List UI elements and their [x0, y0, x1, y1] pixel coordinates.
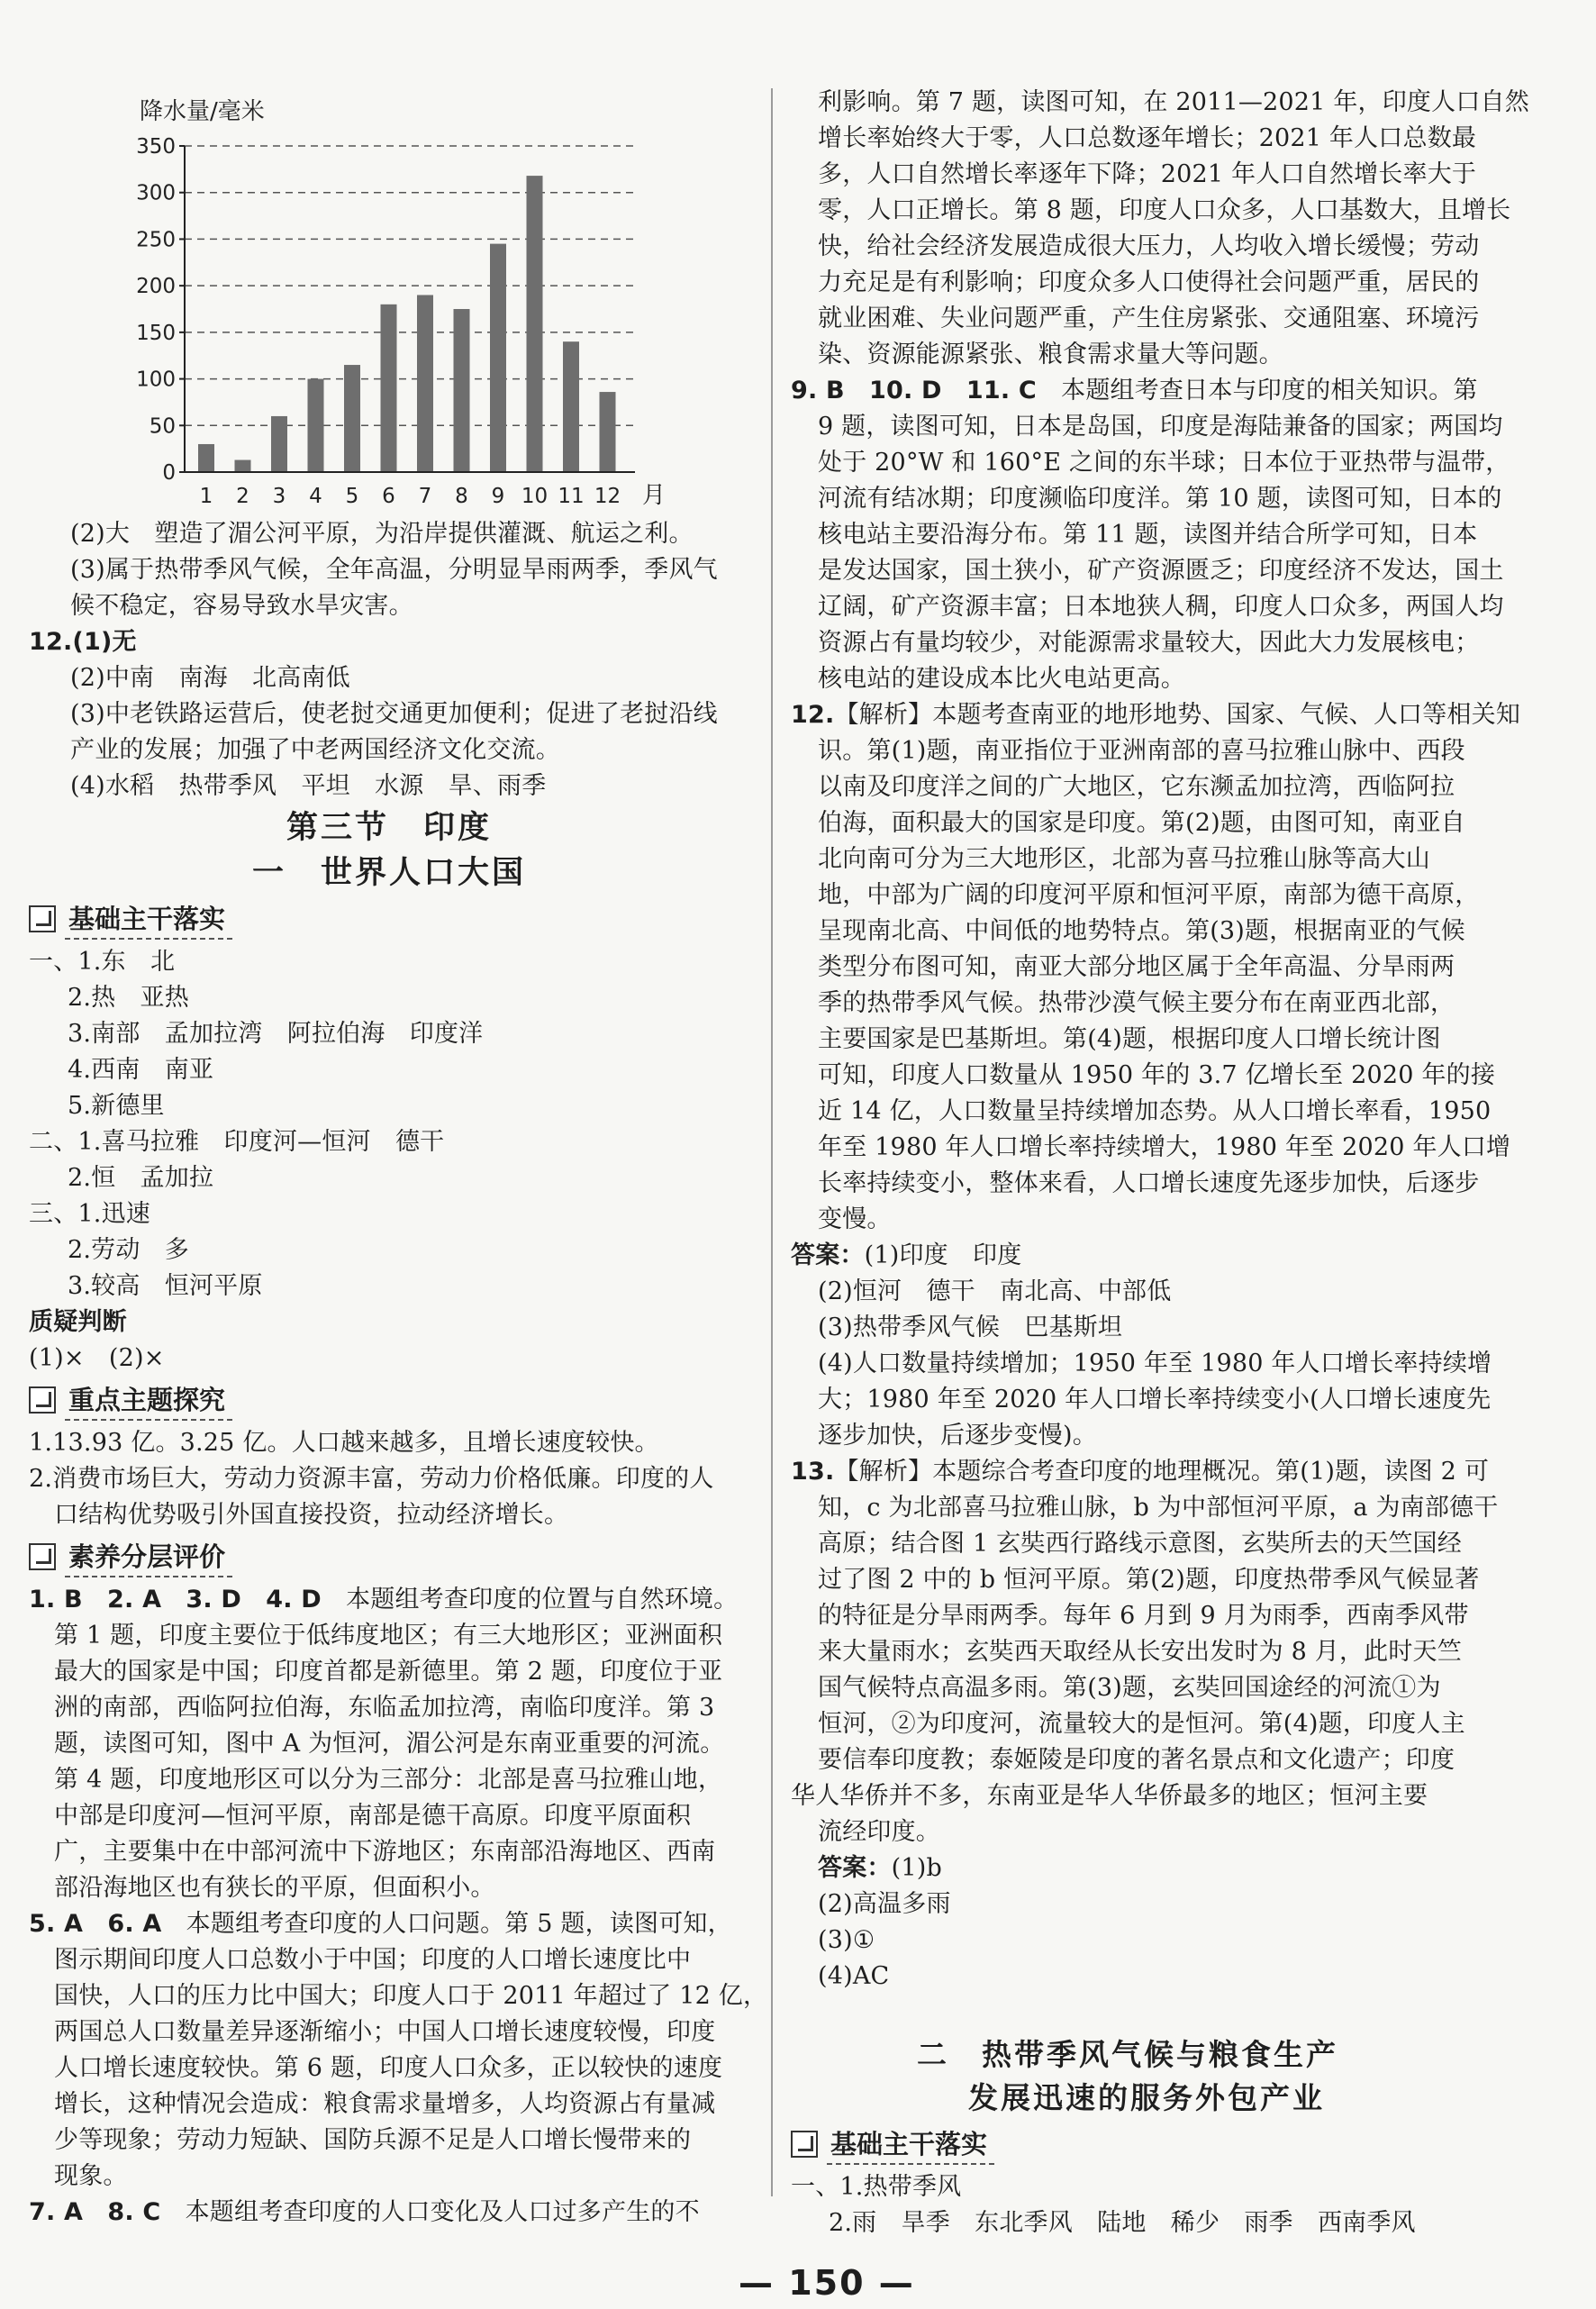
right-line: 逐步加快，后逐步变慢)。: [818, 1422, 1097, 1450]
right-line: 年至 1980 年人口增长率持续增大，1980 年至 2020 年人口增: [818, 1133, 1511, 1161]
right-block-title: 基础主干落实: [827, 2124, 994, 2165]
block1-line-1: 2.热 亚热: [68, 984, 189, 1012]
page-number: — 150 —: [739, 2263, 915, 2303]
right-line: 9. B 10. D 11. C 本题组考查日本与印度的相关知识。第: [791, 377, 1478, 405]
block3-line: 少等现象；劳动力短缺、国防兵源不足是人口增长慢带来的: [54, 2126, 692, 2154]
bar-month-3: [271, 416, 287, 472]
arrow-icon: [29, 1386, 56, 1414]
right-line: (2)恒河 德干 南北高、中部低: [818, 1277, 1172, 1305]
right-line: 流经印度。: [818, 1818, 940, 1846]
left-line-2: 候不稳定，容易导致水旱灾害。: [70, 592, 413, 620]
right-line: 呈现南北高、中间低的地势特点。第(3)题，根据南亚的气候: [818, 917, 1465, 945]
right-line: 快，给社会经济发展造成很大压力，人均收入增长缓慢；劳动: [818, 232, 1480, 260]
block1-line-6: 2.恒 孟加拉: [68, 1164, 214, 1192]
right-line: 核电站的建设成本比火电站更高。: [818, 665, 1185, 693]
block2-line-0: 1.13.93 亿。3.25 亿。人口越来越多，且增长速度较快。: [29, 1429, 659, 1457]
block1-line-0: 一、1.东 北: [29, 948, 176, 976]
x-tick-label: 10: [521, 485, 549, 508]
block3-line: 洲的南部，西临阿拉伯海，东临孟加拉湾，南临印度洋。第 3: [54, 1694, 715, 1722]
left-line-6: 产业的发展；加强了中老两国经济文化交流。: [70, 736, 560, 764]
block3-line: 广，主要集中在中部河流中下游地区；东南部沿海地区、西南: [54, 1838, 716, 1866]
right-line: 恒河，②为印度河，流量较大的是恒河。第(4)题，印度人主: [818, 1710, 1465, 1738]
right-line: 来大量雨水；玄奘西天取经从长安出发时为 8 月，此时天竺: [818, 1638, 1462, 1666]
block2-line-2: 口结构优势吸引外国直接投资，拉动经济增长。: [54, 1501, 569, 1529]
right-line: 的特征是分旱雨两季。每年 6 月到 9 月为雨季，西南季风带: [818, 1602, 1469, 1630]
y-tick-label: 300: [136, 181, 176, 205]
right-line: (2)高温多雨: [818, 1890, 951, 1918]
right-line: 知，c 为北部喜马拉雅山脉，b 为中部恒河平原，a 为南部德干: [818, 1494, 1499, 1522]
left-line-4: (2)中南 南海 北高南低: [70, 664, 350, 692]
left-line-7: (4)水稻 热带季风 平坦 水源 旱、雨季: [70, 772, 547, 800]
block3-line: 第 1 题，印度主要位于低纬度地区；有三大地形区；亚洲面积: [54, 1622, 723, 1650]
right-line: 多，人口自然增长率逐年下降；2021 年人口自然增长率大于: [818, 160, 1477, 188]
y-tick-label: 250: [136, 228, 176, 252]
block3-line: 7. A 8. C 本题组考查印度的人口变化及人口过多产生的不: [29, 2198, 700, 2226]
right-line: 12.【解析】本题考查南亚的地形地势、国家、气候、人口等相关知: [791, 701, 1521, 729]
right-line: 13.【解析】本题综合考查印度的地理概况。第(1)题，读图 2 可: [791, 1458, 1490, 1486]
chart-yticks: [136, 135, 185, 485]
x-tick-label: 8: [455, 485, 468, 508]
right-line: 季的热带季风气候。热带沙漠气候主要分布在南亚西北部，: [818, 989, 1455, 1017]
block3-line: 图示期间印度人口总数小于中国；印度的人口增长速度比中: [54, 1946, 692, 1974]
x-tick-label: 11: [558, 485, 585, 508]
right-line: 大；1980 年至 2020 年人口增长率持续变小(人口增长速度先: [818, 1386, 1492, 1414]
bar-month-7: [417, 295, 433, 472]
right-line: 华人华侨并不多，东南亚是华人华侨最多的地区；恒河主要: [791, 1782, 1428, 1810]
arrow-icon: [791, 2131, 818, 2158]
block1-line-2: 3.南部 孟加拉湾 阿拉伯海 印度洋: [68, 1020, 484, 1048]
chart-bars: [198, 176, 616, 472]
block1-line-7: 三、1.迅速: [29, 1200, 150, 1228]
right-line: 伯海，面积最大的国家是印度。第(2)题，由图可知，南亚自: [818, 809, 1465, 837]
right-line: 9 题，读图可知，日本是岛国，印度是海陆兼备的国家；两国均: [818, 413, 1503, 441]
right-line: (4)人口数量持续增加；1950 年至 1980 年人口增长率持续增: [818, 1350, 1492, 1377]
y-tick-label: 50: [149, 414, 176, 439]
block3-line: 5. A 6. A 本题组考查印度的人口问题。第 5 题，读图可知，: [29, 1910, 732, 1938]
block2-header: [29, 1382, 232, 1418]
x-tick-label: 12: [594, 485, 621, 508]
right-line: 就业困难、失业问题严重，产生住房紧张、交通阻塞、环境污: [818, 305, 1480, 332]
left-line-0: (2)大 塑造了湄公河平原，为沿岸提供灌溉、航运之利。: [70, 520, 694, 548]
right-line: 可知，印度人口数量从 1950 年的 3.7 亿增长至 2020 年的接: [818, 1061, 1496, 1089]
block3-line: 中部是印度河—恒河平原，南部是德干高原。印度平原面积: [54, 1802, 692, 1830]
x-tick-label: 7: [418, 485, 432, 508]
right-line: 是发达国家，国土狭小，矿产资源匮乏；印度经济不发达，国土: [818, 557, 1504, 585]
x-tick-label: 1: [199, 485, 213, 508]
right-line: (4)AC: [818, 1962, 890, 1990]
x-tick-label: 2: [236, 485, 249, 508]
right-line: 识。第(1)题，南亚指位于亚洲南部的喜马拉雅山脉中、西段: [818, 737, 1465, 765]
block3-header: [29, 1539, 232, 1575]
left-line-5: (3)中老铁路运营后，使老挝交通更加便利；促进了老挝沿线: [70, 700, 718, 728]
right-line: 力充足是有利影响；印度众多人口使得社会问题严重，居民的: [818, 268, 1480, 296]
block3-line: 1. B 2. A 3. D 4. D 本题组考查印度的位置与自然环境。: [29, 1586, 739, 1614]
right-line: 答案：(1)b: [818, 1854, 942, 1882]
bar-month-2: [235, 460, 251, 472]
right-line: 长率持续变小，整体来看，人口增长速度先逐步加快，后逐步: [818, 1169, 1480, 1197]
right-line: 资源占有量均较少，对能源需求量较大，因此大力发展核电；: [818, 629, 1480, 657]
bar-month-5: [344, 365, 360, 472]
block3-line: 人口增长速度较快。第 6 题，印度人口众多，正以较快的速度: [54, 2054, 723, 2082]
arrow-icon: [29, 1543, 56, 1570]
chart-ylabel: 降水量/毫米: [140, 98, 265, 125]
block3-title: 素养分层评价: [65, 1537, 232, 1577]
right-line: 以南及印度洋之间的广大地区，它东濒孟加拉湾，西临阿拉: [818, 773, 1455, 801]
arrow-icon: [29, 905, 56, 932]
y-tick-label: 0: [162, 461, 176, 485]
x-tick-label: 6: [382, 485, 395, 508]
right-line: 零，人口正增长。第 8 题，印度人口众多，人口基数大，且增长: [818, 196, 1511, 224]
judge-line: (1)× (2)×: [29, 1344, 165, 1372]
y-tick-label: 100: [136, 368, 176, 392]
block3-line: 国快，人口的压力比中国大；印度人口于 2011 年超过了 12 亿，: [54, 1982, 768, 2010]
right-line: 增长率始终大于零，人口总数逐年增长；2021 年人口总数最: [818, 124, 1477, 152]
x-tick-label: 5: [345, 485, 359, 508]
x-tick-label: 3: [272, 485, 286, 508]
bar-month-4: [308, 379, 324, 472]
right-line: 主要国家是巴基斯坦。第(4)题，根据印度人口增长统计图: [818, 1025, 1441, 1053]
column-divider: [771, 88, 773, 2196]
right-block-line-0: 一、1.热带季风: [791, 2173, 962, 2201]
right-line: (3)①: [818, 1926, 875, 1954]
x-tick-label: 9: [491, 485, 505, 508]
block3-line: 最大的国家是中国；印度首都是新德里。第 2 题，印度位于亚: [54, 1658, 723, 1686]
block3-line: 部沿海地区也有狭长的平原，但面积小。: [54, 1874, 495, 1902]
right-line: 近 14 亿，人口数量呈持续增加态势。从人口增长率看，1950: [818, 1097, 1492, 1125]
bar-month-10: [527, 176, 543, 472]
y-tick-label: 150: [136, 321, 176, 345]
subsection-title-2a: 二 热带季风气候与粮食生产: [917, 2037, 1338, 2072]
x-tick-label: 4: [309, 485, 322, 508]
block3-line: 两国总人口数量差异逐渐缩小；中国人口增长速度较慢，印度: [54, 2018, 716, 2046]
subsection-title: 一 世界人口大国: [252, 855, 527, 891]
right-line: 处于 20°W 和 160°E 之间的东半球；日本位于亚热带与温带，: [818, 449, 1510, 477]
right-line: 辽阔，矿产资源丰富；日本地狭人稠，印度人口众多，两国人均: [818, 593, 1504, 621]
block3-line: 现象。: [54, 2162, 128, 2190]
block2-title: 重点主题探究: [65, 1380, 232, 1421]
y-tick-label: 200: [136, 275, 176, 299]
left-line-1: (3)属于热带季风气候，全年高温，分明显旱雨两季，季风气: [70, 556, 718, 584]
right-line: 利影响。第 7 题，读图可知，在 2011—2021 年，印度人口自然: [818, 88, 1529, 116]
subsection-title-2b: 发展迅速的服务外包产业: [968, 2080, 1325, 2115]
bar-month-8: [454, 309, 470, 472]
bar-month-6: [381, 305, 397, 472]
right-line: 染、资源能源紧张、粮食需求量大等问题。: [818, 341, 1283, 368]
block1-line-9: 3.较高 恒河平原: [68, 1272, 263, 1300]
judge-title: 质疑判断: [29, 1308, 127, 1336]
right-line: 变慢。: [818, 1205, 892, 1233]
right-line: (3)热带季风气候 巴基斯坦: [818, 1314, 1123, 1341]
chart-xticks: [200, 485, 621, 508]
bar-month-11: [563, 341, 579, 472]
right-line: 地，中部为广阔的印度河平原和恒河平原，南部为德干高原，: [818, 881, 1480, 909]
block3-line: 题，读图可知，图中 A 为恒河，湄公河是东南亚重要的河流。: [54, 1730, 725, 1758]
y-tick-label: 350: [136, 135, 176, 159]
block3-line: 第 4 题，印度地形区可以分为三部分：北部是喜马拉雅山地，: [54, 1766, 723, 1794]
right-line: 高原；结合图 1 玄奘西行路线示意图，玄奘所去的天竺国经: [818, 1530, 1462, 1558]
right-line: 国气候特点高温多雨。第(3)题，玄奘回国途经的河流①为: [818, 1674, 1441, 1702]
block3-line: 增长，这种情况会造成：粮食需求量增多，人均资源占有量减: [54, 2090, 716, 2118]
chart-xlabel: 月: [642, 482, 667, 509]
block1-line-8: 2.劳动 多: [68, 1236, 189, 1264]
block1-line-3: 4.西南 南亚: [68, 1056, 214, 1084]
right-line: 过了图 2 中的 b 恒河平原。第(2)题，印度热带季风气候显著: [818, 1566, 1480, 1594]
section-title: 第三节 印度: [286, 810, 493, 846]
right-block-header: [791, 2126, 994, 2162]
block1-title: 基础主干落实: [65, 899, 232, 940]
right-line: 要信奉印度教；泰姬陵是印度的著名景点和文化遗产；印度: [818, 1746, 1455, 1774]
block2-line-1: 2.消费市场巨大，劳动力资源丰富，劳动力价格低廉。印度的人: [29, 1465, 714, 1493]
right-line: 河流有结冰期；印度濒临印度洋。第 10 题，读图可知，日本的: [818, 485, 1502, 513]
block1-header: [29, 901, 232, 937]
bar-month-9: [490, 244, 506, 472]
right-line: 北向南可分为三大地形区，北部为喜马拉雅山脉等高大山: [818, 845, 1430, 873]
block1-line-4: 5.新德里: [68, 1092, 165, 1120]
left-line-3: 12.(1)无: [29, 628, 137, 656]
right-line: 核电站主要沿海分布。第 11 题，读图并结合所学可知，日本: [818, 521, 1478, 549]
bar-month-12: [600, 392, 616, 472]
right-line: 类型分布图可知，南亚大部分地区属于全年高温、分旱雨两: [818, 953, 1455, 981]
right-block-line-1: 2.雨 旱季 东北季风 陆地 稀少 雨季 西南季风: [829, 2209, 1416, 2237]
right-line: 答案：(1)印度 印度: [791, 1241, 1022, 1269]
block1-line-5: 二、1.喜马拉雅 印度河—恒河 德干: [29, 1128, 445, 1156]
bar-month-1: [198, 444, 214, 472]
